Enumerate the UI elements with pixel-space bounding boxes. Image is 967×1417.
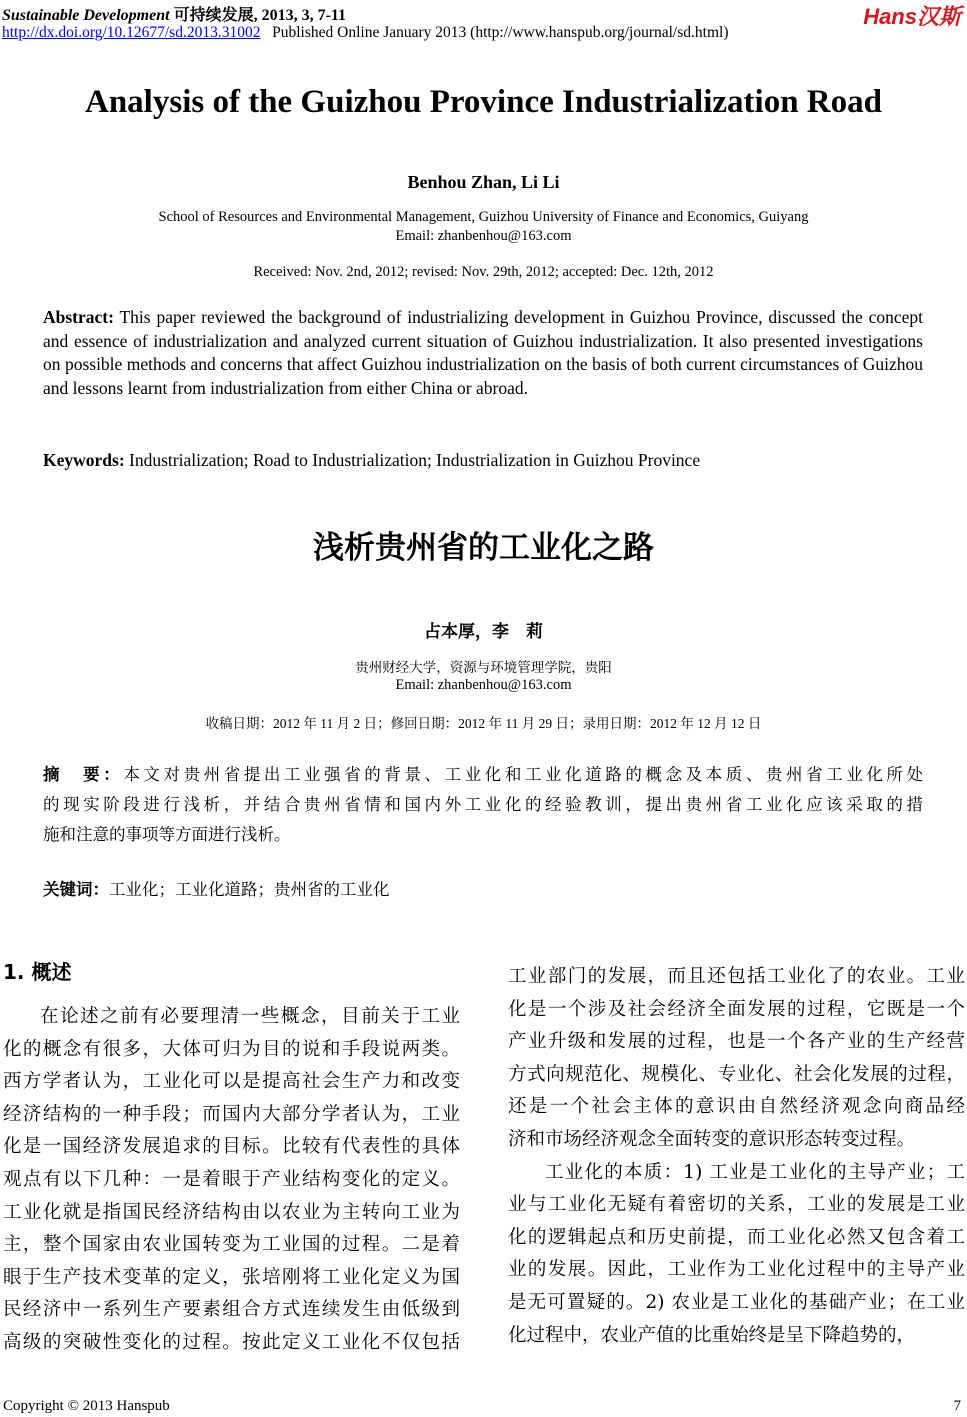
cn-abstract-text: 本文对贵州省提出工业强省的背景、工业化和工业化道路的概念及本质、贵州省工业化所处 — [123, 765, 924, 784]
body-line: 眼于生产技术变革的定义，张培刚将工业化定义为国 — [3, 1266, 460, 1288]
body-line: 西方学者认为，工业化可以是提高社会生产力和改变 — [3, 1071, 460, 1093]
body-line: 业的发展。因此，工业作为工业化过程中的主导产业 — [508, 1259, 965, 1281]
cn-abstract-line: 施和注意的事项等方面进行浅析。 — [43, 825, 291, 844]
body-line: 工业部门的发展，而且还包括工业化了的农业。工业 — [508, 966, 965, 987]
body-line: 济和市场经济观念全面转变的意识形态转变过程。 — [508, 1128, 916, 1150]
paper-title: Analysis of the Guizhou Province Industrialization Road — [85, 84, 882, 120]
body-line: 工业化就是指国民经济结构由以农业为主转向工业为 — [3, 1201, 460, 1223]
doi-link[interactable]: http://dx.doi.org/10.12677/sd.2013.31002 — [2, 24, 261, 41]
right-column — [508, 961, 965, 1352]
cn-dates: 收稿日期：2012 年 11 月 2 日；修回日期：2012 年 11 月 29 日；录用日期：2012 年 12 月 12 日 — [205, 716, 762, 731]
body-line: 主，整个国家由农业国转变为工业国的过程。二是着 — [3, 1234, 460, 1256]
body-line: 在论述之前有必要理清一些概念，目前关于工业 — [40, 1006, 460, 1027]
keywords-text: Industrialization; Road to Industrialization; Industrialization in Guizhou Province — [129, 450, 701, 470]
body-line: 方式向规范化、规模化、专业化、社会化发展的过程， — [508, 1063, 965, 1085]
cn-title: 浅析贵州省的工业化之路 — [313, 530, 654, 566]
abstract — [43, 306, 923, 400]
keywords — [43, 449, 923, 473]
cn-abstract-line — [43, 760, 923, 790]
cn-abstract — [43, 760, 923, 850]
citation: , 2013, 3, 7-11 — [253, 7, 347, 24]
email: Email: zhanbenhou@163.com — [395, 228, 572, 244]
journal-name-cn: 可持续发展 — [173, 7, 254, 24]
cn-keywords-text: 工业化；工业化道路；贵州省的工业化 — [109, 880, 390, 899]
body-line: 观点有以下几种：一是着眼于产业结构变化的定义。 — [3, 1168, 460, 1190]
cn-abstract-label: 摘 要： — [43, 765, 124, 784]
cn-email: Email: zhanbenhou@163.com — [395, 677, 572, 693]
cn-keywords-label: 关键词： — [43, 880, 109, 899]
cn-keywords — [43, 876, 390, 900]
body-line: 高级的突破性变化的过程。按此定义工业化不仅包括 — [3, 1331, 460, 1353]
body-line: 产业升级和发展的过程，也是一个各产业的生产经营 — [508, 1031, 965, 1053]
doi-line — [2, 24, 728, 42]
body-line: 业与工业化无疑有着密切的关系，工业的发展是工业 — [508, 1194, 965, 1216]
body-line: 经济结构的一种手段；而国内大部分学者认为，工业 — [3, 1103, 460, 1125]
body-line: 化的逻辑起点和历史前提，而工业化必然又包含着工 — [508, 1226, 965, 1248]
copyright: Copyright © 2013 Hanspub — [3, 1398, 170, 1414]
left-column — [3, 1001, 460, 1360]
published-note: Published Online January 2013 (http://www.hanspub.org/journal/sd.html) — [272, 24, 729, 41]
body-line: 工业化的本质：1) 工业是工业化的主导产业；工 — [545, 1161, 965, 1183]
authors: Benhou Zhan, Li Li — [407, 172, 560, 192]
body-line: 化是一国经济发展追求的目标。比较有代表性的具体 — [3, 1136, 460, 1158]
cn-authors: 占本厚，李 莉 — [424, 622, 543, 642]
cn-affiliation: 贵州财经大学，资源与环境管理学院，贵阳 — [355, 660, 612, 675]
received-dates: Received: Nov. 2nd, 2012; revised: Nov. 29th, 2012; accepted: Dec. 12th, 2012 — [253, 264, 714, 280]
body-line: 民经济中一系列生产要素组合方式连续发生由低级到 — [3, 1299, 460, 1321]
abstract-label: Abstract: — [43, 307, 114, 327]
body-line: 化过程中，农业产值的比重始终是呈下降趋势的， — [508, 1324, 916, 1346]
journal-name: Sustainable Development — [2, 7, 170, 24]
page-number: 7 — [953, 1398, 961, 1414]
abstract-text: This paper reviewed the background of industrializing development in Guizhou Province, discussed the concept and essence of industrialization and analyzed current situation of Guizhou industrialization. It also presented investigations on possible methods and concerns that affect Guizhou industrialization on the basis of both current circumstances of Guizhou and lessons learnt from industrialization from either China or abroad. — [43, 307, 923, 398]
body-line: 是无可置疑的。2) 农业是工业化的基础产业；在工业 — [508, 1291, 965, 1313]
body-line: 化的概念有很多，大体可归为目的说和手段说两类。 — [3, 1038, 460, 1060]
hans-logo: Hans汉斯 — [863, 4, 961, 29]
keywords-label: Keywords: — [43, 450, 125, 470]
cn-abstract-line: 的现实阶段进行浅析，并结合贵州省情和国内外工业化的经验教训，提出贵州省工业化应该采取的措 — [43, 795, 923, 814]
affiliation: School of Resources and Environmental Management, Guizhou University of Finance and Economics, Guiyang — [158, 209, 809, 225]
journal-header — [2, 2, 346, 25]
body-line: 化是一个涉及社会经济全面发展的过程，它既是一个 — [508, 998, 965, 1020]
body-line: 还是一个社会主体的意识由自然经济观念向商品经 — [508, 1096, 965, 1118]
section-heading: 1. 概述 — [3, 960, 72, 984]
